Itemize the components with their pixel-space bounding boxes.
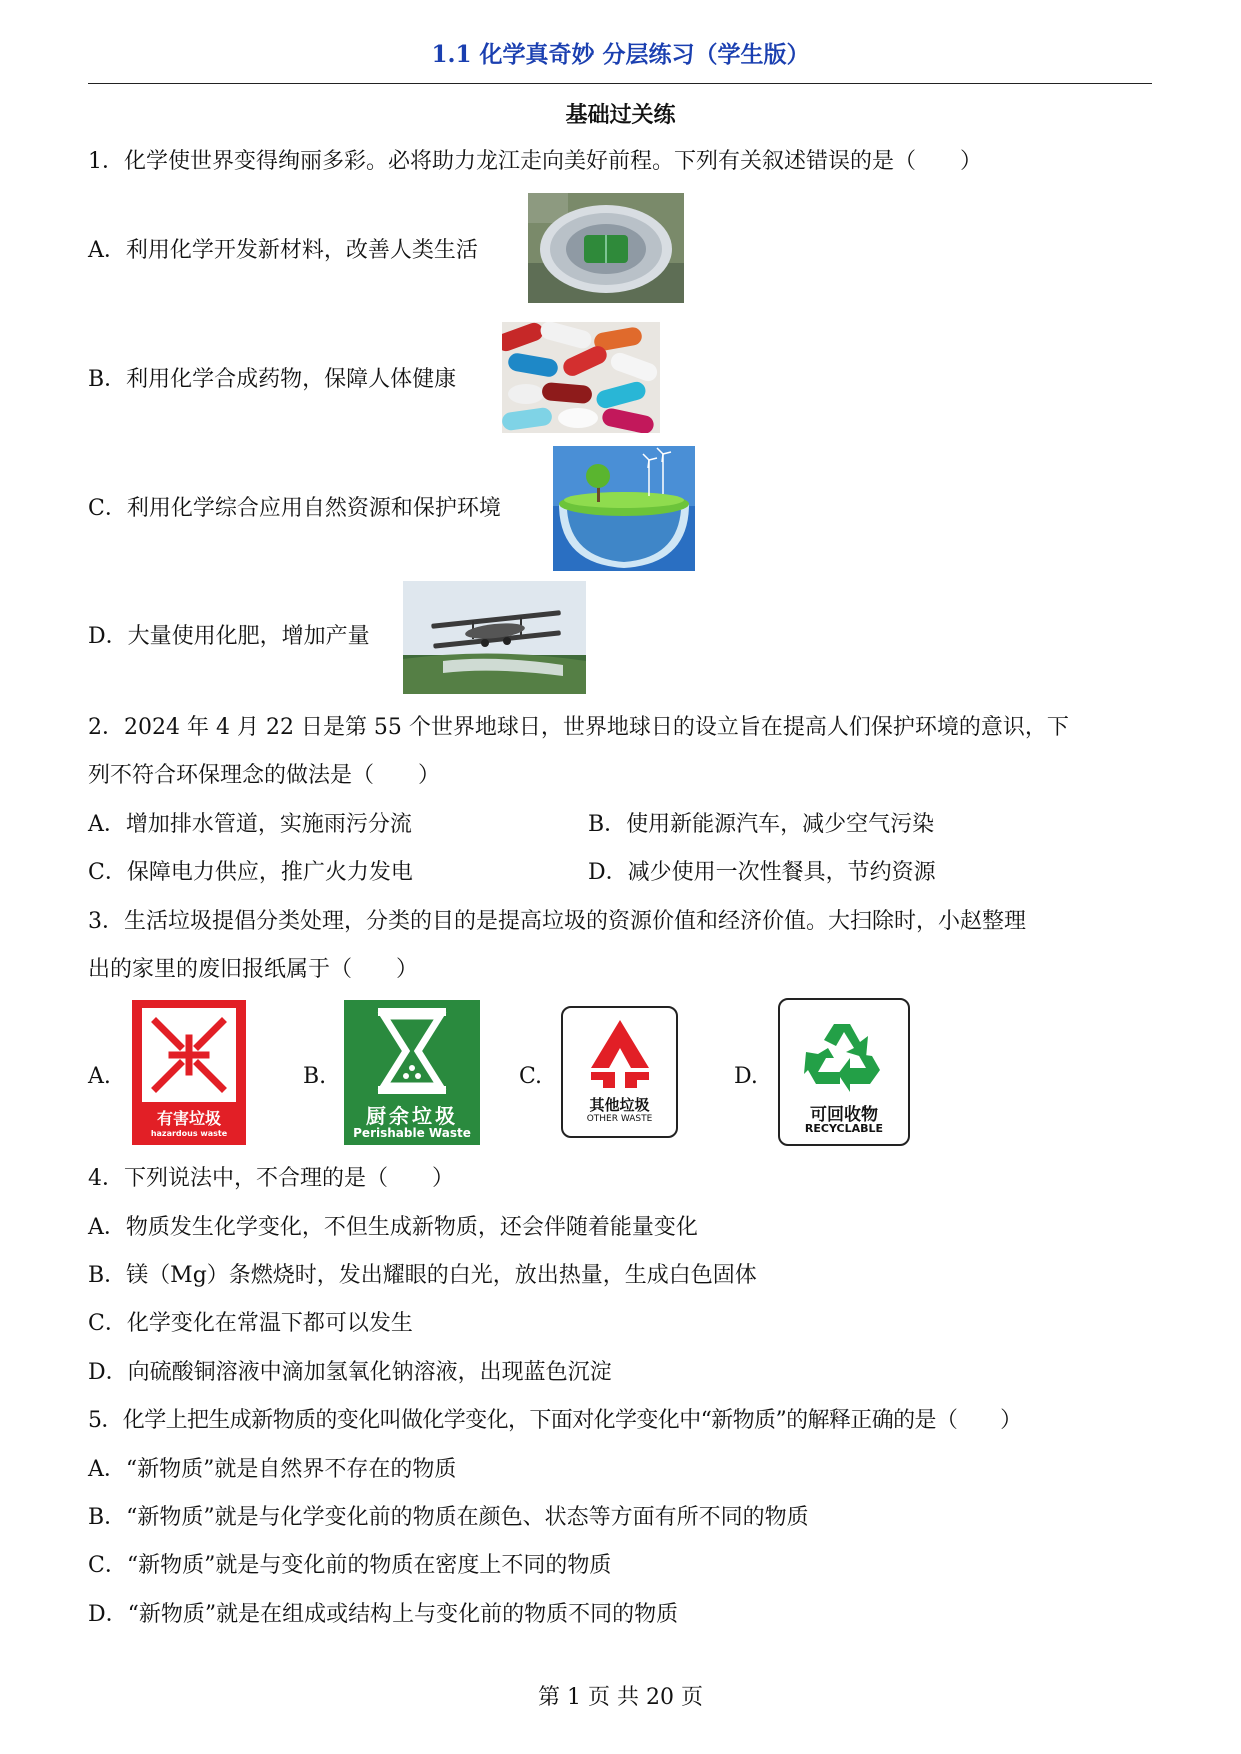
hazardous-sign-en: hazardous waste [150,1129,228,1138]
recyclable-sign-en: RECYCLABLE [804,1122,884,1135]
question-5-stem: 5．化学上把生成新物质的变化叫做化学变化，下面对化学变化中“新物质”的解释正确的是（ ） [88,1408,1022,1433]
q4-option-c: C．化学变化在常温下都可以发生 [88,1311,413,1336]
recyclable-sign-cn: 可回收物 [810,1105,878,1125]
perishable-waste-sign [344,1000,480,1145]
q1-option-c: C．利用化学综合应用自然资源和保护环境 [88,496,501,521]
q3-option-d: D. [734,1064,758,1089]
question-2-stem-line1: 2．2024 年 4 月 22 日是第 55 个世界地球日，世界地球日的设立旨在提高人们保护环境的意识，下 [88,715,1069,740]
q1-option-d: D．大量使用化肥，增加产量 [88,624,370,649]
q5-option-b: B．“新物质”就是与化学变化前的物质在颜色、状态等方面有所不同的物质 [88,1505,809,1530]
q5-option-a: A．“新物质”就是自然界不存在的物质 [88,1457,457,1482]
q4-option-a: A．物质发生化学变化，不但生成新物质，还会伴随着能量变化 [88,1215,698,1240]
question-1-stem: 1．化学使世界变得绚丽多彩。必将助力龙江走向美好前程。下列有关叙述错误的是（ ） [88,149,983,174]
header-divider [88,83,1152,84]
q3-option-a: A. [88,1064,111,1089]
hazardous-waste-sign [132,1000,246,1145]
q2-option-d: D．减少使用一次性餐具，节约资源 [588,860,936,885]
q4-option-d: D．向硫酸铜溶液中滴加氢氧化钠溶液，出现蓝色沉淀 [88,1360,612,1385]
hazard-symbol-icon [142,1008,236,1102]
recycle-icon [804,1014,884,1094]
stadium-image [528,193,684,303]
green-earth-image [553,446,695,571]
question-2-stem-line2: 列不符合环保理念的做法是（ ） [88,763,441,788]
question-4-stem: 4．下列说法中，不合理的是（ ） [88,1166,454,1191]
question-3-stem-line1: 3．生活垃圾提倡分类处理，分类的目的是提高垃圾的资源价值和经济价值。大扫除时，小赵整理 [88,909,1027,934]
section-title: 基础过关练 [565,102,676,128]
hazardous-sign-cn: 有害垃圾 [156,1109,221,1128]
q5-option-d: D．“新物质”就是在组成或结构上与变化前的物质不同的物质 [88,1602,679,1627]
perishable-sign-cn: 厨余垃圾 [366,1104,458,1128]
hourglass-icon [374,1006,450,1096]
page-title: 1.1 化学真奇妙 分层练习（学生版） [431,41,810,68]
question-3-stem-line2: 出的家里的废旧报纸属于（ ） [88,957,419,982]
page-number: 第 1 页 共 20 页 [538,1685,703,1710]
q4-option-b: B．镁（Mg）条燃烧时，发出耀眼的白光，放出热量，生成白色固体 [88,1263,757,1288]
q3-option-b: B. [303,1064,327,1089]
other-waste-symbol-icon [585,1018,655,1090]
q2-option-b: B．使用新能源汽车，减少空气污染 [588,812,935,837]
medicine-pills-image [502,322,660,433]
q1-option-b: B．利用化学合成药物，保障人体健康 [88,367,457,392]
other-waste-sign-en: OTHER WASTE [586,1114,653,1124]
other-waste-sign-cn: 其他垃圾 [589,1096,650,1114]
crop-duster-plane-image [403,581,586,694]
q2-option-a: A．增加排水管道，实施雨污分流 [88,812,412,837]
recyclable-sign [778,998,910,1146]
q1-option-a: A．利用化学开发新材料，改善人类生活 [88,238,478,263]
perishable-sign-en: Perishable Waste [353,1126,471,1140]
other-waste-sign [561,1006,678,1138]
q3-option-c: C. [519,1064,543,1089]
q2-option-c: C．保障电力供应，推广火力发电 [88,860,413,885]
q5-option-c: C．“新物质”就是与变化前的物质在密度上不同的物质 [88,1553,612,1578]
